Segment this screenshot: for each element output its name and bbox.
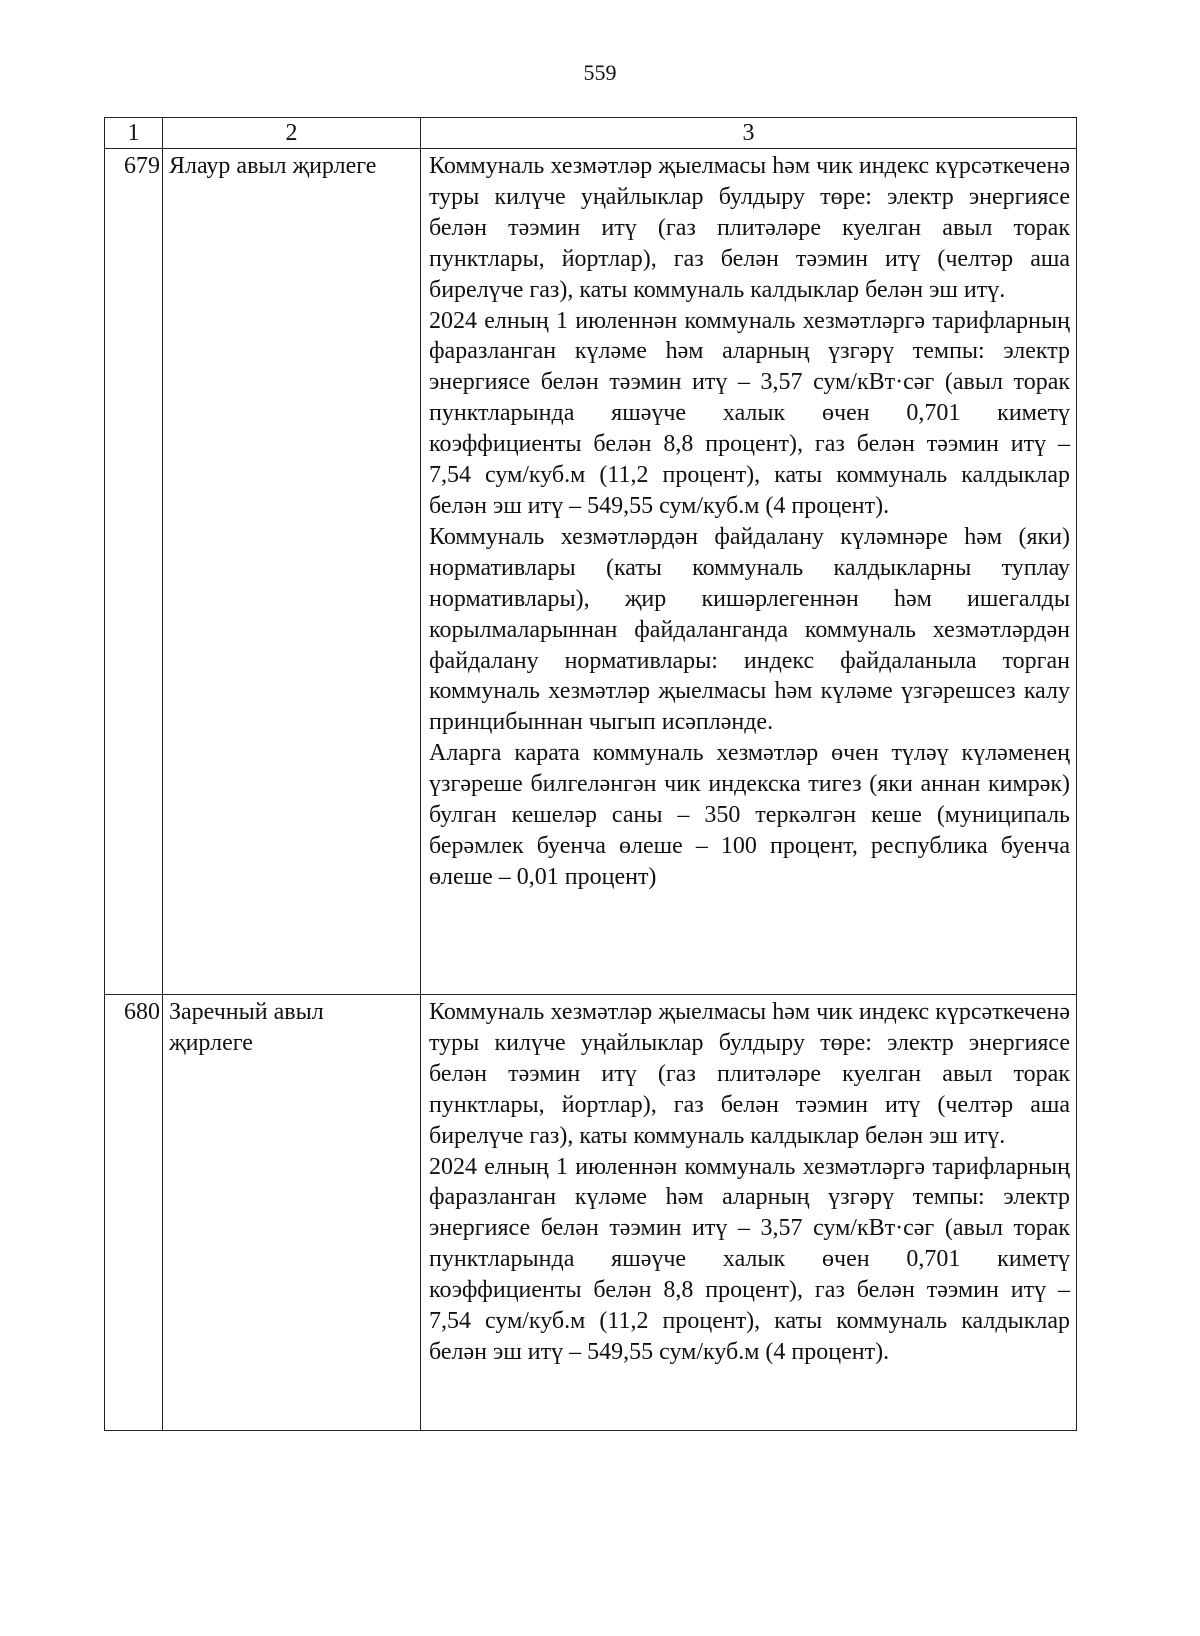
row-description	[421, 149, 1077, 995]
paragraph: 2024 елның 1 июленнән коммуналь хезмәтләргә тарифларның фаразланган күләме һәм аларның үзгәрү темпы: электр энергиясе белән тәэмин итү – 3,57 сум/кВт·сәг (авыл торак пунктларында яшәүче халык өчен 0,701 киметү коэффициенты белән 8,8 процент), газ белән тәэмин итү – 7,54 сум/куб.м (11,2 процент), каты коммуналь калдыклар белән эш итү – 549,55 сум/куб.м (4 процент).	[429, 307, 1070, 519]
page-number: 559	[583, 60, 617, 85]
paragraph: 2024 елның 1 июленнән коммуналь хезмәтләргә тарифларның фаразланган күләме һәм аларның үзгәрү темпы: электр энергиясе белән тәэмин итү – 3,57 сум/кВт·сәг (авыл торак пунктларында яшәүче халык өчен 0,701 киметү коэффициенты белән 8,8 процент), газ белән тәэмин итү – 7,54 сум/куб.м (11,2 процент), каты коммуналь калдыклар белән эш итү – 549,55 сум/куб.м (4 процент).	[429, 1153, 1070, 1365]
column-header-description: 3	[421, 118, 1077, 149]
row-number: 679	[105, 149, 163, 995]
column-header-number: 1	[105, 118, 163, 149]
paragraph: Аларга карата коммуналь хезмәтләр өчен түләү күләменең үзгәреше билгеләнгән чик индекска тигез (яки аннан кимрәк) булган кешеләр саны – 350 теркәлгән кеше (муниципаль берәмлек буенча өлеше – 100 процент, республика буенча өлеше – 0,01 процент)	[429, 740, 1070, 890]
table-row	[105, 995, 1077, 1431]
row-description	[421, 995, 1077, 1431]
table-header-row	[105, 118, 1077, 149]
settlement-name: Ялаур авыл җирлеге	[163, 149, 421, 995]
row-number: 680	[105, 995, 163, 1431]
paragraph: Коммуналь хезмәтләр җыелмасы һәм чик индекс күрсәткеченә туры килүче уңайлыклар булдыру төре: электр энергиясе белән тәэмин итү (газ плитәләре куелган авыл торак пунктлары, йортлар), газ белән тәэмин итү (челтәр аша бирелүче газ), каты коммуналь калдыклар белән эш итү.	[429, 999, 1070, 1149]
paragraph: Коммуналь хезмәтләрдән файдалану күләмнәре һәм (яки) нормативлары (каты коммуналь калдыкларны туплау нормативлары), җир кишәрлегеннән һәм ишегалды корылмаларыннан файдаланганда коммуналь хезмәтләрдән файдалану нормативлары: индекс файдаланыла торган коммуналь хезмәтләр җыелмасы һәм күләме үзгәрешсез калу принцибыннан чыгып исәпләнде.	[429, 523, 1070, 736]
column-header-settlement: 2	[163, 118, 421, 149]
settlement-name: Заречный авыл җирлеге	[163, 995, 421, 1431]
settlements-table	[104, 117, 1077, 1431]
paragraph: Коммуналь хезмәтләр җыелмасы һәм чик индекс күрсәткеченә туры килүче уңайлыклар булдыру төре: электр энергиясе белән тәэмин итү (газ плитәләре куелган авыл торак пунктлары, йортлар), газ белән тәэмин итү (челтәр аша бирелүче газ), каты коммуналь калдыклар белән эш итү.	[429, 153, 1070, 303]
table-row	[105, 149, 1077, 995]
